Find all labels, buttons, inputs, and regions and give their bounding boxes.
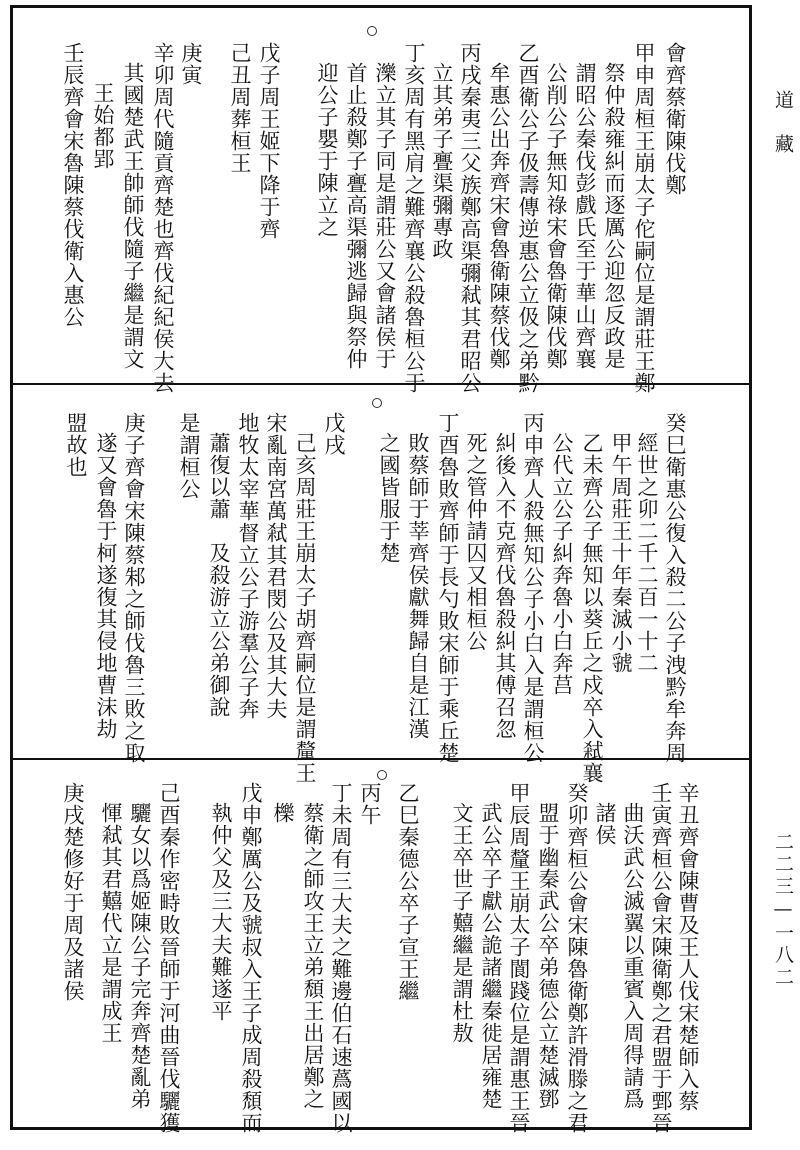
circle-mark [367,26,377,36]
text-column: 盟故也 [64,412,88,478]
text-column: 立其弟子亹渠彌專政 [430,62,454,260]
circle-mark [372,398,382,408]
text-column: 地牧太宰華督立公子游羣公子奔 [236,412,260,720]
margin-label-top: 道 藏 [772,90,794,156]
text-column: 丙午 [358,782,382,826]
text-column: 敗蔡師于莘齊侯獻舞歸自是江漢 [406,432,430,740]
text-column: 戊申鄭厲公及虢叔入王子成周殺頹而 [239,782,263,1134]
text-column: 文王卒世子囏繼是謂杜敖 [450,802,474,1044]
text-column: 是謂桓公 [177,412,201,500]
circle-mark [377,770,387,780]
text-column: 乙未齊公子無知以葵丘之戍卒入弒襄 [580,432,604,784]
text-column: 經世之卯二千二百一十二 [635,432,659,674]
text-column: 己丑周葬桓王 [228,42,252,174]
text-column: 甲辰周釐王崩太子閬踐位是謂惠王晉 [507,782,531,1134]
text-column: 癸卯齊桓公會宋陳魯衛鄭許滑滕之君 [565,782,589,1134]
text-column: 宋亂南宮萬弒其君閔公及其大夫 [264,412,288,720]
text-column: 壬寅齊桓公會宋陳衛鄭之君盟于鄄晉 [649,782,673,1134]
text-column: 庚子齊會宋陳蔡邾之師伐魯三敗之取 [122,412,146,764]
text-column: 丙戌秦夷三父族鄭高渠彌弒其君昭公 [458,42,482,394]
text-column: 驪女以爲姬陳公子完奔齊楚亂弟 [128,802,152,1110]
text-column: 壬辰齊會宋魯陳蔡伐衛入惠公 [61,42,85,328]
text-column: 其國楚武王帥師伐隨子繼是謂文 [121,62,145,370]
text-column: 辛丑齊會陳曹及王人伐宋楚師入蔡 [676,782,700,1112]
text-column: 惲弒其君囏代立是謂成王 [99,802,123,1044]
text-column: 丁未周有三大夫之難邊伯石速蔿國以 [329,782,353,1134]
text-column: 戊子周王姬下降于齊 [257,42,281,240]
text-column: 櫟 [271,802,295,824]
text-column: 執仲父及三大夫難遂平 [209,802,233,1022]
text-column: 癸巳衛惠公復入殺二公子洩黔牟奔周 [663,412,687,764]
text-column: 己亥周莊王崩太子胡齊嗣位是謂釐王 [293,432,317,784]
text-column: 公代立公子糾奔魯小白奔莒 [550,432,574,696]
text-column: 曲沃武公滅翼以重賓入周得請爲 [621,802,645,1110]
text-column: 武公卒子獻公詭諸繼秦徙居雍楚 [479,802,503,1110]
text-column: 公削公子無知祿宋會魯衛陳伐鄭 [544,62,568,370]
text-column: 甲午周莊王十年秦滅小虢 [609,432,633,674]
text-column: 盟于幽秦武公卒弟德公立楚滅鄧 [536,802,560,1110]
text-column: 庚戌楚修好于周及諸侯 [61,782,85,1002]
text-column: 蔡衛之師攻王立弟頹王出居鄭之 [301,802,325,1110]
text-column: 死之管仲請囚又相桓公 [464,432,488,652]
text-column: 濼立其子同是謂莊公又會諸侯于 [373,62,397,370]
text-column: 庚寅 [179,42,203,86]
text-column: 甲申周桓王崩太子佗嗣位是謂莊王鄭 [632,42,656,394]
text-column: 丁酉魯敗齊師于長勺敗宋師于乘丘楚 [436,412,460,764]
text-column: 乙酉衛公子伋壽傳逆惠公立伋之弟黔 [516,42,540,394]
text-column: 丁亥周有黑肩之難齊襄公殺魯桓公于 [402,42,426,394]
text-column: 謂昭公秦伐彭戲氏至于華山齊襄 [573,62,597,370]
text-column: 戊戌 [322,412,346,456]
text-column: 遂又會魯于柯遂復其侵地曹沫劫 [94,432,118,740]
margin-page-number: 二二三—一八二 [772,832,794,989]
text-column: 己酉秦作密畤敗晉師于河曲晉伐驪獲 [157,782,181,1134]
text-column: 之國皆服于楚 [377,432,401,564]
text-column: 諸侯 [593,802,617,846]
text-column: 首止殺鄭子亹高渠彌逃歸與祭仲 [344,62,368,370]
text-column: 丙申齊人殺無知公子小白入是謂桓公 [521,412,545,764]
text-column: 辛卯周代隨貢齊楚也齊伐紀紀侯大去 [151,42,175,394]
text-column: 會齊蔡衛陳伐鄭 [663,42,687,196]
text-column: 乙巳秦德公卒子宣王繼 [396,782,420,1002]
text-column: 蕭復以蕭 及殺游立公弟御說 [207,432,231,718]
text-column: 祭仲殺雍糾而逐厲公迎忽反政是 [602,62,626,370]
text-column: 糾後入不克齊伐魯殺糾其傅召忽 [493,432,517,740]
text-column: 牟惠公出奔齊宋會魯衛陳蔡伐鄭 [487,62,511,370]
text-column: 王始都郢 [91,82,115,170]
text-column: 迎公子嬰于陳立之 [315,62,339,238]
